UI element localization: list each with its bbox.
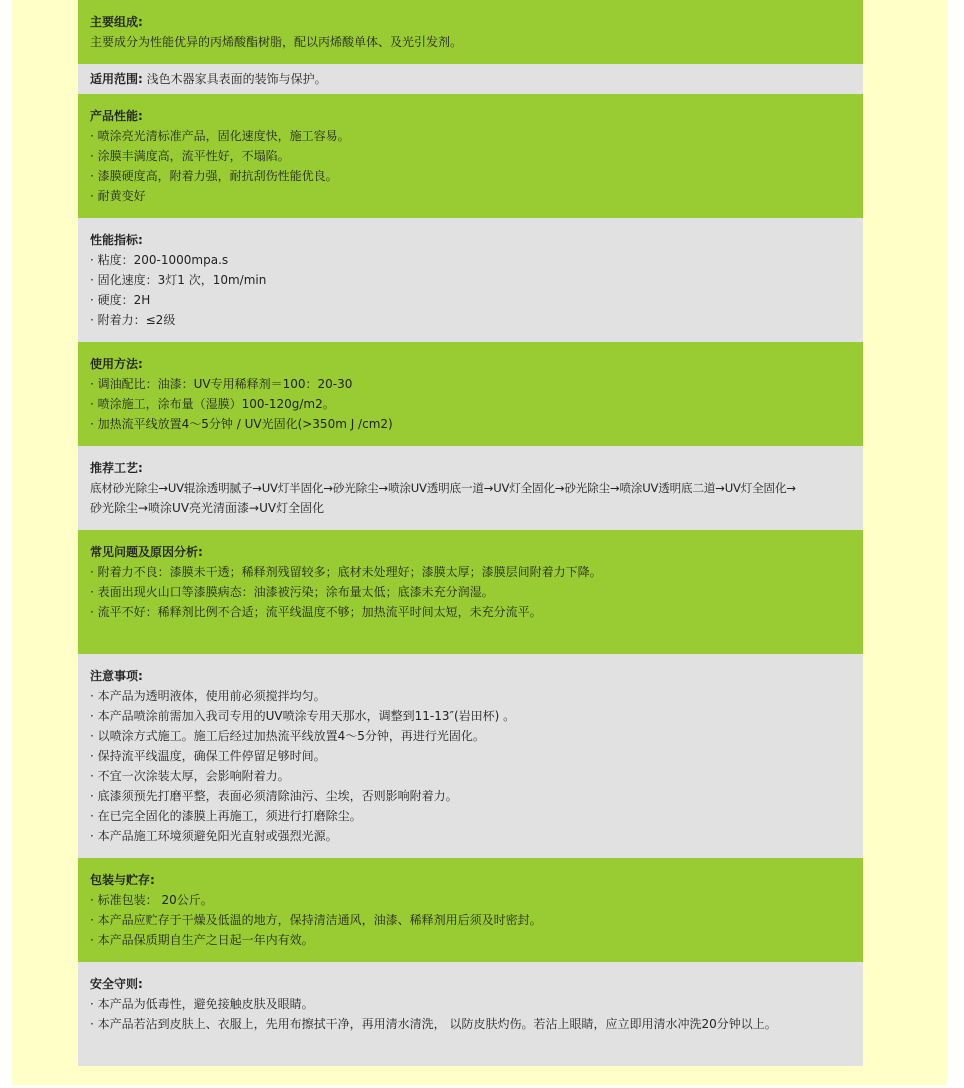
section-line: · 粘度：200-1000mpa.s	[90, 253, 229, 267]
section-composition	[78, 0, 863, 64]
section-line: 主要成分为性能优异的丙烯酸酯树脂，配以丙烯酸单体、及光引发剂。	[90, 35, 463, 49]
scope-text: 浅色木器家具表面的装饰与保护。	[146, 72, 327, 86]
section-title: 包装与贮存:	[90, 873, 155, 887]
section-line: · 在已完全固化的漆膜上再施工，须进行打磨除尘。	[90, 809, 362, 823]
section-performance	[78, 94, 863, 218]
section-line: · 表面出现火山口等漆膜病态：油漆被污染；涂布量太低；底漆未充分润湿。	[90, 585, 494, 599]
section-line: · 附着力不良：漆膜未干透；稀释剂残留较多；底材未处理好；漆膜太厚；漆膜层间附着力下降。	[90, 565, 602, 579]
section-specs	[78, 218, 863, 342]
section-usage	[78, 342, 863, 446]
section-line: · 保持流平线温度，确保工件停留足够时间。	[90, 749, 326, 763]
section-line: 砂光除尘→喷涂UV亮光清面漆→UV灯全固化	[90, 501, 325, 515]
section-line: · 漆膜硬度高，附着力强，耐抗刮伤性能优良。	[90, 169, 338, 183]
section-line: · 附着力：≤2级	[90, 313, 176, 327]
section-line: · 本产品应贮存于干燥及低温的地方，保持清洁通风，油漆、稀释剂用后须及时密封。	[90, 913, 542, 927]
section-title: 主要组成:	[90, 15, 143, 29]
product-spec-content	[78, 0, 863, 1066]
section-line: · 标准包装： 20公斤。	[90, 893, 213, 907]
section-title: 适用范围:	[90, 72, 143, 86]
section-line: · 底漆须预先打磨平整，表面必须清除油污、尘埃，否则影响附着力。	[90, 789, 458, 803]
section-precautions	[78, 654, 863, 858]
section-title: 安全守则:	[90, 977, 143, 991]
section-line: · 本产品为透明液体，使用前必须搅拌均匀。	[90, 689, 326, 703]
section-scope	[78, 64, 863, 94]
section-process	[78, 446, 863, 530]
section-safety	[78, 962, 863, 1066]
section-title: 常见问题及原因分析:	[90, 545, 203, 559]
section-line: · 本产品保质期自生产之日起一年内有效。	[90, 933, 314, 947]
section-title: 产品性能:	[90, 109, 143, 123]
section-troubleshooting	[78, 530, 863, 654]
section-line: · 喷涂施工，涂布量（湿膜）100-120g/m2。	[90, 397, 335, 411]
scope-row	[90, 69, 851, 89]
section-line: · 硬度：2H	[90, 293, 151, 307]
section-title: 注意事项:	[90, 669, 143, 683]
section-line: · 固化速度：3灯1 次，10m/min	[90, 273, 267, 287]
section-line: · 调油配比：油漆：UV专用稀释剂＝100：20-30	[90, 377, 353, 391]
section-line: · 流平不好：稀释剂比例不合适；流平线温度不够；加热流平时间太短，未充分流平。	[90, 605, 542, 619]
section-title: 性能指标:	[90, 233, 143, 247]
section-line: · 本产品为低毒性，避免接触皮肤及眼睛。	[90, 997, 314, 1011]
section-line: · 涂膜丰满度高，流平性好，不塌陷。	[90, 149, 290, 163]
section-packaging	[78, 858, 863, 962]
section-line: · 不宜一次涂装太厚，会影响附着力。	[90, 769, 290, 783]
section-title: 推荐工艺:	[90, 461, 143, 475]
section-line: · 加热流平线放置4～5分钟 / UV光固化(>350m J /cm2)	[90, 417, 393, 431]
section-title: 使用方法:	[90, 357, 143, 371]
section-line: · 以喷涂方式施工。施工后经过加热流平线放置4～5分钟，再进行光固化。	[90, 729, 485, 743]
section-line: · 本产品若沾到皮肤上、衣服上，先用布擦拭干净，再用清水清洗， 以防皮肤灼伤。若沾上眼睛，应立即用清水冲洗20分钟以上。	[90, 1017, 777, 1031]
section-line: · 本产品喷涂前需加入我司专用的UV喷涂专用天那水，调整到11-13″(岩田杯) 。	[90, 709, 516, 723]
section-line: · 喷涂亮光清标准产品，固化速度快，施工容易。	[90, 129, 350, 143]
section-line: 底材砂光除尘→UV辊涂透明腻子→UV灯半固化→砂光除尘→喷涂UV透明底一道→UV灯全固化→砂光除尘→喷涂UV透明底二道→UV灯全固化→	[90, 481, 796, 495]
section-line: · 耐黄变好	[90, 189, 146, 203]
section-line: · 本产品施工环境须避免阳光直射或强烈光源。	[90, 829, 338, 843]
